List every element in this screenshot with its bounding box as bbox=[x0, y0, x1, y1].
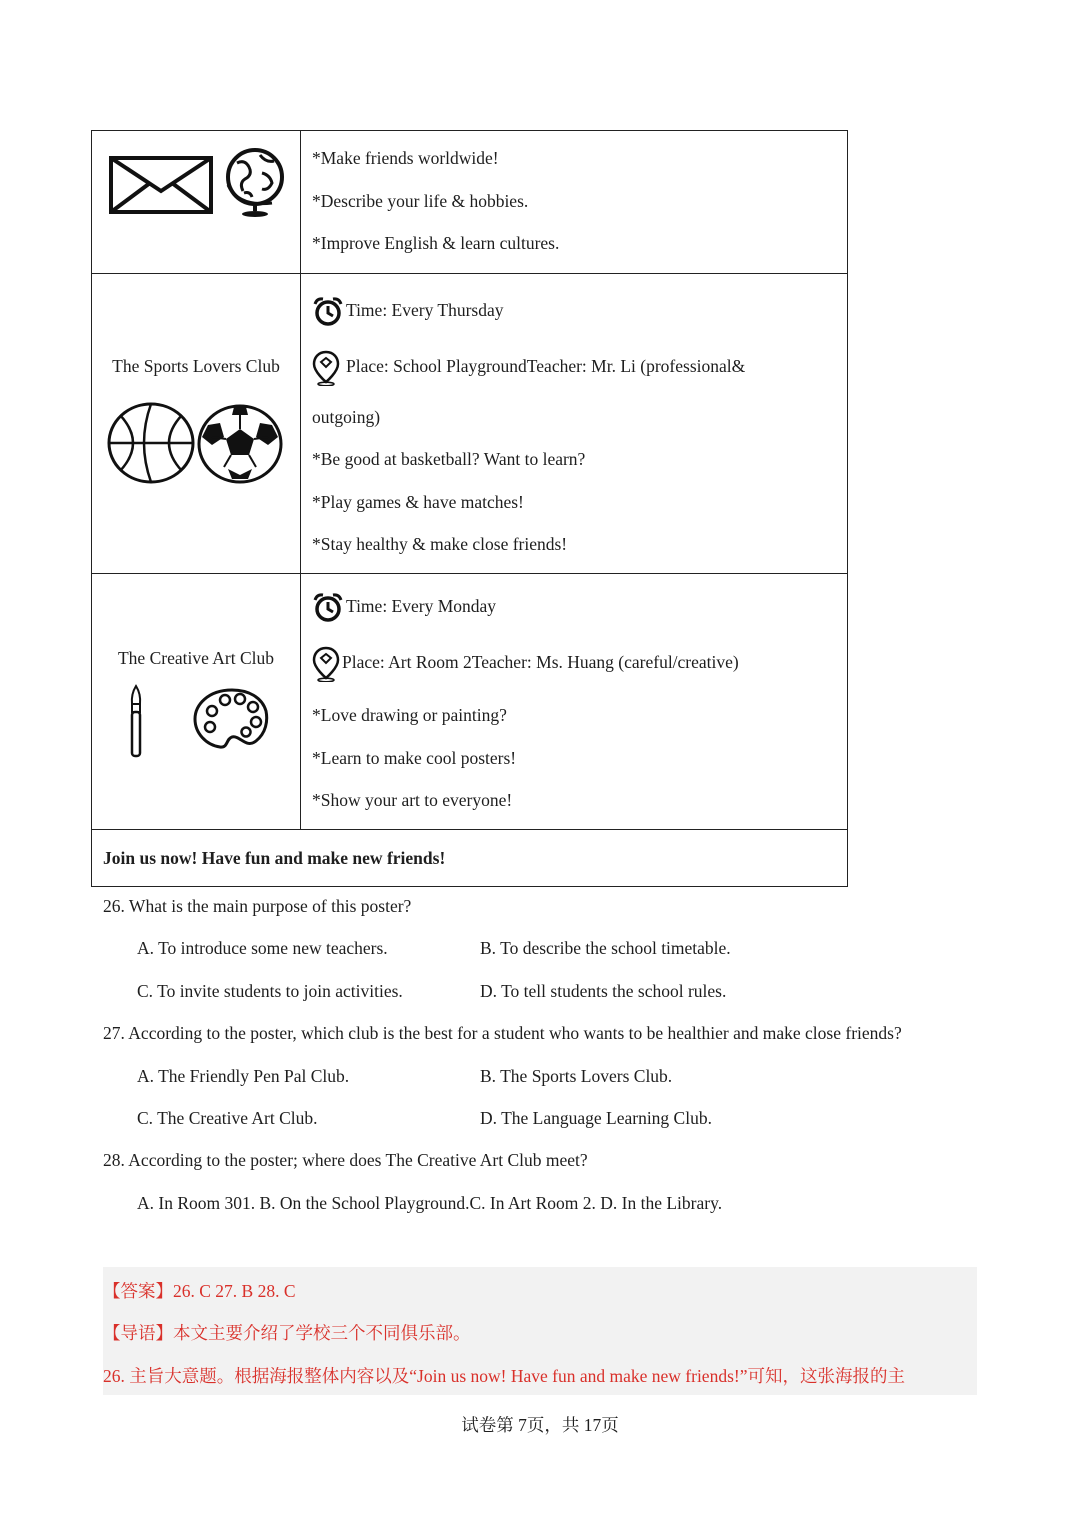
answer-intro: 【导语】本文主要介绍了学校三个不同俱乐部。 bbox=[103, 1323, 471, 1343]
location-pin-icon bbox=[312, 350, 340, 386]
soccer-ball-icon bbox=[196, 403, 284, 485]
sports-time bbox=[312, 296, 504, 328]
art-time-text: Time: Every Monday bbox=[346, 596, 497, 617]
poster-row-pen-pal bbox=[92, 131, 848, 274]
sports-place bbox=[312, 350, 745, 386]
globe-icon bbox=[222, 145, 288, 219]
sports-info-cell bbox=[301, 274, 848, 574]
sports-line-3: *Stay healthy & make close friends! bbox=[312, 534, 568, 554]
art-line-2: *Learn to make cool posters! bbox=[312, 748, 517, 768]
pen-pal-info-cell bbox=[301, 131, 848, 274]
q27-option-b: B. The Sports Lovers Club. bbox=[480, 1066, 673, 1086]
poster-row-footer bbox=[92, 830, 848, 887]
alarm-clock-icon bbox=[312, 296, 344, 328]
q28-stem: 28. According to the poster; where does The Creative Art Club meet? bbox=[103, 1150, 588, 1170]
q27-option-d: D. The Language Learning Club. bbox=[480, 1108, 712, 1128]
q26-option-a: A. To introduce some new teachers. bbox=[137, 938, 388, 958]
envelope-icon bbox=[108, 155, 214, 215]
q26-stem: 26. What is the main purpose of this poster? bbox=[103, 896, 412, 916]
paintbrush-icon bbox=[126, 684, 146, 760]
pen-pal-icon-cell bbox=[92, 131, 301, 274]
sports-club-name: The Sports Lovers Club bbox=[112, 356, 280, 376]
q26-option-c: C. To invite students to join activities. bbox=[137, 981, 403, 1001]
art-club-name: The Creative Art Club bbox=[117, 648, 274, 668]
art-line-1: *Love drawing or painting? bbox=[312, 705, 507, 725]
sports-time-text: Time: Every Thursday bbox=[346, 300, 504, 321]
q28-options: A. In Room 301. B. On the School Playground.C. In Art Room 2. D. In the Library. bbox=[137, 1193, 723, 1213]
sports-place-text: Place: School PlaygroundTeacher: Mr. Li (professional& bbox=[346, 356, 746, 377]
pen-pal-line-1: *Make friends worldwide! bbox=[312, 148, 499, 168]
art-line-3: *Show your art to everyone! bbox=[312, 790, 513, 810]
page-number: 试卷第 7页，共 17页 bbox=[461, 1415, 619, 1435]
pen-pal-line-3: *Improve English & learn cultures. bbox=[312, 233, 560, 253]
location-pin-icon bbox=[312, 646, 340, 682]
club-poster-table bbox=[91, 130, 848, 887]
q27-stem: 27. According to the poster, which club is the best for a student who wants to be healthier and make close friends? bbox=[103, 1023, 902, 1043]
art-club-cell bbox=[92, 574, 301, 830]
q27-option-a: A. The Friendly Pen Pal Club. bbox=[137, 1066, 350, 1086]
palette-icon bbox=[192, 687, 270, 753]
art-info-cell bbox=[301, 574, 848, 830]
sports-place-continued: outgoing) bbox=[312, 407, 381, 427]
sports-club-cell bbox=[92, 274, 301, 574]
q26-option-d: D. To tell students the school rules. bbox=[480, 981, 727, 1001]
sports-line-1: *Be good at basketball? Want to learn? bbox=[312, 449, 586, 469]
art-place-text: Place: Art Room 2Teacher: Ms. Huang (careful/creative) bbox=[342, 652, 739, 673]
q27-option-c: C. The Creative Art Club. bbox=[137, 1108, 318, 1128]
basketball-icon bbox=[106, 401, 196, 485]
art-time bbox=[312, 592, 496, 624]
pen-pal-line-2: *Describe your life & hobbies. bbox=[312, 191, 529, 211]
q26-option-b: B. To describe the school timetable. bbox=[480, 938, 731, 958]
answer-q26-explanation: 26. 主旨大意题。根据海报整体内容以及“Join us now! Have fun and make new friends!”可知，这张海报的主 bbox=[103, 1366, 905, 1386]
art-place bbox=[312, 646, 739, 682]
alarm-clock-icon bbox=[312, 592, 344, 624]
poster-footer: Join us now! Have fun and make new friends! bbox=[92, 830, 848, 887]
poster-row-art bbox=[92, 574, 848, 830]
sports-line-2: *Play games & have matches! bbox=[312, 492, 524, 512]
poster-row-sports bbox=[92, 274, 848, 574]
answer-key: 【答案】26. C 27. B 28. C bbox=[103, 1281, 296, 1301]
